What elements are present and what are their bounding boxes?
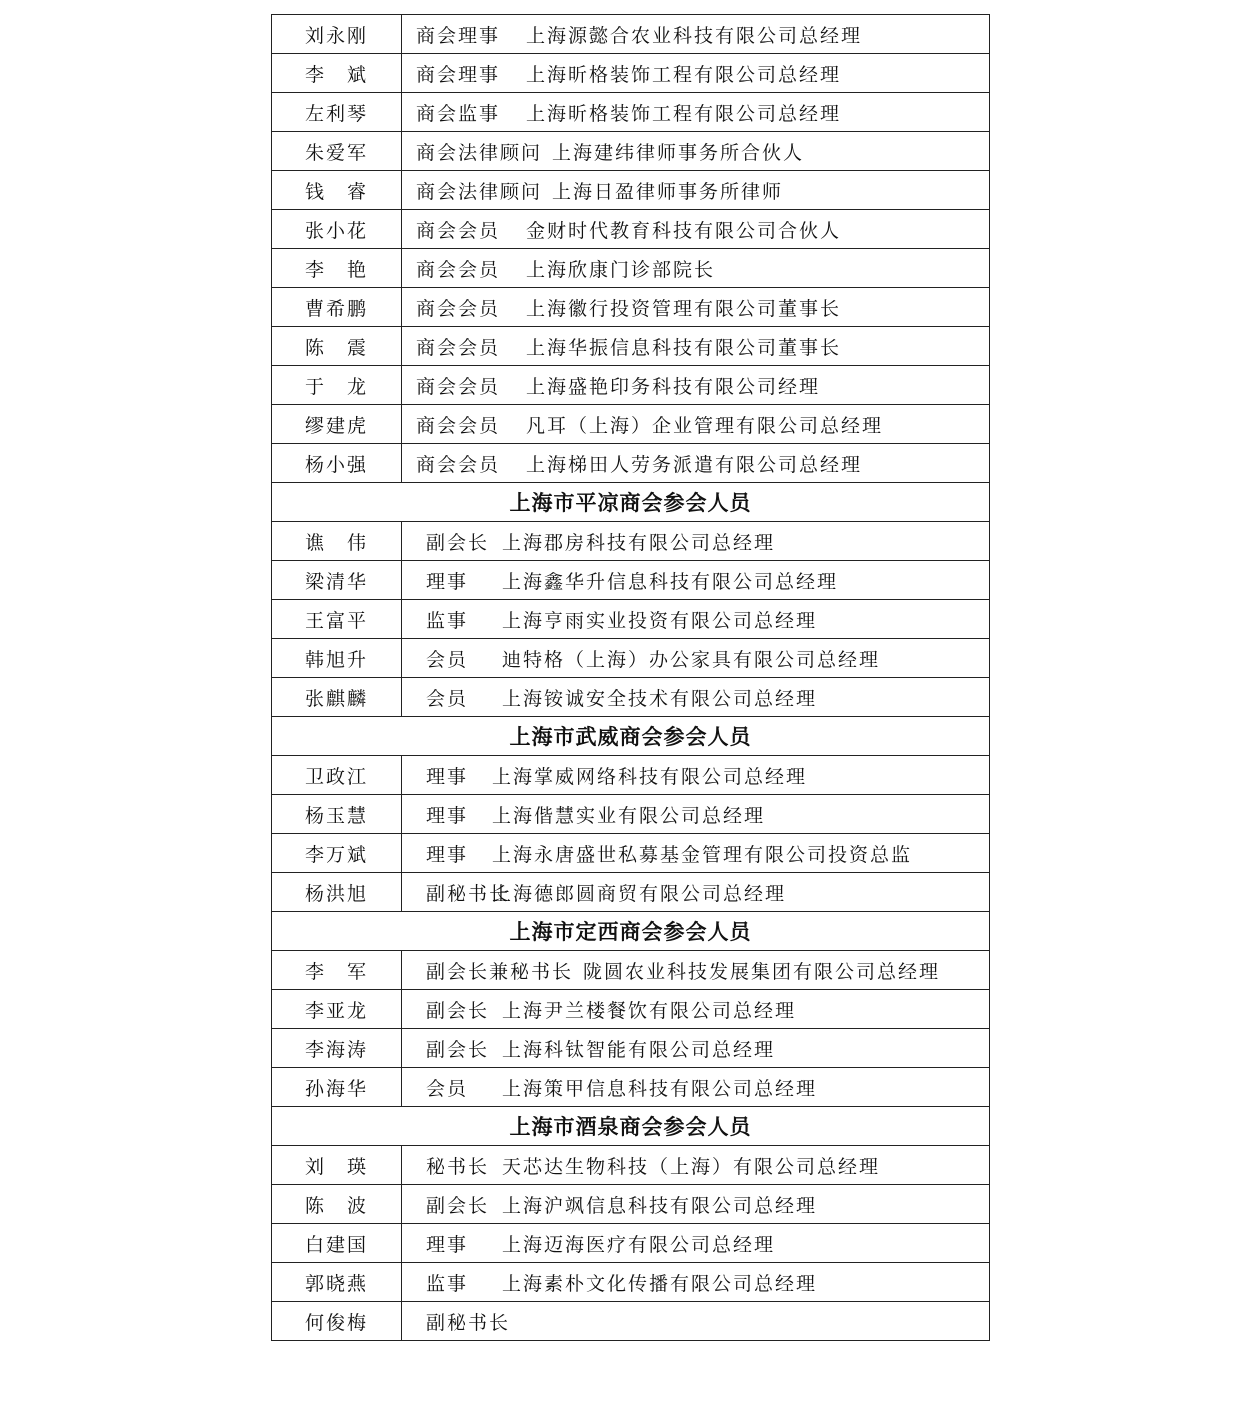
member-name: 陈 震 bbox=[272, 327, 402, 366]
member-organization: 上海沪飒信息科技有限公司总经理 bbox=[502, 1194, 818, 1217]
table-row bbox=[272, 756, 990, 795]
member-organization: 上海鑫华升信息科技有限公司总经理 bbox=[502, 570, 839, 593]
member-info-cell bbox=[402, 249, 990, 288]
member-organization: 上海铵诚安全技术有限公司总经理 bbox=[502, 687, 818, 710]
member-name: 李万斌 bbox=[272, 834, 402, 873]
section-header-row bbox=[272, 1107, 990, 1146]
member-info-cell bbox=[402, 171, 990, 210]
member-role: 商会监事 bbox=[416, 102, 501, 125]
member-role: 副会长 bbox=[426, 999, 490, 1022]
section-title: 上海市武威商会参会人员 bbox=[272, 717, 990, 756]
member-role: 理事 bbox=[426, 765, 469, 788]
member-organization: 上海昕格装饰工程有限公司总经理 bbox=[526, 63, 842, 86]
section-title: 上海市定西商会参会人员 bbox=[272, 912, 990, 951]
member-organization: 陇圆农业科技发展集团有限公司总经理 bbox=[583, 960, 941, 983]
member-info-cell bbox=[402, 990, 990, 1029]
table-row bbox=[272, 522, 990, 561]
section-header-row bbox=[272, 483, 990, 522]
member-organization: 上海亨雨实业投资有限公司总经理 bbox=[502, 609, 818, 632]
member-info-cell bbox=[402, 600, 990, 639]
member-info-cell bbox=[402, 54, 990, 93]
table-row bbox=[272, 1068, 990, 1107]
member-role: 商会会员 bbox=[416, 336, 501, 359]
table-row bbox=[272, 639, 990, 678]
member-role: 副秘书长 bbox=[426, 1311, 511, 1334]
member-name: 孙海华 bbox=[272, 1068, 402, 1107]
member-name: 李 艳 bbox=[272, 249, 402, 288]
member-organization: 金财时代教育科技有限公司合伙人 bbox=[526, 219, 842, 242]
member-name: 杨玉慧 bbox=[272, 795, 402, 834]
member-organization: 上海日盈律师事务所律师 bbox=[552, 180, 784, 203]
member-name: 李亚龙 bbox=[272, 990, 402, 1029]
member-organization: 上海尹兰楼餐饮有限公司总经理 bbox=[502, 999, 797, 1022]
member-role: 商会会员 bbox=[416, 219, 501, 242]
table-row bbox=[272, 249, 990, 288]
table-row bbox=[272, 1263, 990, 1302]
member-name: 张小花 bbox=[272, 210, 402, 249]
member-info-cell bbox=[402, 1068, 990, 1107]
member-organization: 上海科钛智能有限公司总经理 bbox=[502, 1038, 776, 1061]
member-name: 于 龙 bbox=[272, 366, 402, 405]
table-row bbox=[272, 834, 990, 873]
member-info-cell bbox=[402, 1029, 990, 1068]
member-name: 李 斌 bbox=[272, 54, 402, 93]
table-row bbox=[272, 1302, 990, 1341]
table-row bbox=[272, 405, 990, 444]
table-row bbox=[272, 1224, 990, 1263]
member-organization: 上海策甲信息科技有限公司总经理 bbox=[502, 1077, 818, 1100]
member-info-cell bbox=[402, 444, 990, 483]
member-role: 商会法律顾问 bbox=[416, 180, 543, 203]
member-info-cell bbox=[402, 756, 990, 795]
member-info-cell bbox=[402, 1224, 990, 1263]
member-info-cell bbox=[402, 873, 990, 912]
member-organization: 天芯达生物科技（上海）有限公司总经理 bbox=[502, 1155, 881, 1178]
member-info-cell bbox=[402, 327, 990, 366]
member-name: 左利琴 bbox=[272, 93, 402, 132]
member-name: 张麒麟 bbox=[272, 678, 402, 717]
member-role: 商会会员 bbox=[416, 453, 501, 476]
member-role: 理事 bbox=[426, 1233, 469, 1256]
table-row bbox=[272, 288, 990, 327]
member-info-cell bbox=[402, 678, 990, 717]
member-info-cell bbox=[402, 15, 990, 54]
member-role: 副会长兼秘书长 bbox=[426, 960, 574, 983]
table-row bbox=[272, 444, 990, 483]
member-name: 缪建虎 bbox=[272, 405, 402, 444]
member-organization: 凡耳（上海）企业管理有限公司总经理 bbox=[526, 414, 884, 437]
member-name: 谯 伟 bbox=[272, 522, 402, 561]
member-info-cell bbox=[402, 1263, 990, 1302]
member-role: 商会法律顾问 bbox=[416, 141, 543, 164]
member-info-cell bbox=[402, 210, 990, 249]
member-role: 商会理事 bbox=[416, 63, 501, 86]
table-row bbox=[272, 54, 990, 93]
member-role: 商会会员 bbox=[416, 414, 501, 437]
member-info-cell bbox=[402, 132, 990, 171]
table-row bbox=[272, 15, 990, 54]
member-name: 李 军 bbox=[272, 951, 402, 990]
member-info-cell bbox=[402, 1185, 990, 1224]
member-role: 监事 bbox=[426, 1272, 469, 1295]
member-name: 刘 瑛 bbox=[272, 1146, 402, 1185]
roster-body bbox=[272, 15, 990, 1341]
member-info-cell bbox=[402, 834, 990, 873]
member-role: 理事 bbox=[426, 570, 469, 593]
member-organization: 上海德郎圆商贸有限公司总经理 bbox=[492, 882, 787, 905]
member-name: 卫政江 bbox=[272, 756, 402, 795]
member-name: 陈 波 bbox=[272, 1185, 402, 1224]
section-header-row bbox=[272, 717, 990, 756]
member-info-cell bbox=[402, 288, 990, 327]
member-name: 李海涛 bbox=[272, 1029, 402, 1068]
member-name: 何俊梅 bbox=[272, 1302, 402, 1341]
table-row bbox=[272, 795, 990, 834]
member-info-cell bbox=[402, 1302, 990, 1341]
table-row bbox=[272, 678, 990, 717]
table-row bbox=[272, 93, 990, 132]
member-role: 副会长 bbox=[426, 1038, 490, 1061]
section-header-row bbox=[272, 912, 990, 951]
member-role: 副秘书长 bbox=[426, 882, 511, 905]
member-role: 副会长 bbox=[426, 1194, 490, 1217]
member-info-cell bbox=[402, 366, 990, 405]
member-name: 钱 睿 bbox=[272, 171, 402, 210]
member-role: 副会长 bbox=[426, 531, 490, 554]
attendee-roster-table bbox=[271, 14, 990, 1341]
member-role: 会员 bbox=[426, 1077, 469, 1100]
member-info-cell bbox=[402, 405, 990, 444]
member-role: 商会会员 bbox=[416, 258, 501, 281]
member-name: 杨洪旭 bbox=[272, 873, 402, 912]
member-organization: 上海永唐盛世私募基金管理有限公司投资总监 bbox=[492, 843, 913, 866]
table-row bbox=[272, 327, 990, 366]
member-organization: 上海建纬律师事务所合伙人 bbox=[552, 141, 805, 164]
table-row bbox=[272, 561, 990, 600]
member-organization: 上海昕格装饰工程有限公司总经理 bbox=[526, 102, 842, 125]
member-organization: 上海欣康门诊部院长 bbox=[526, 258, 716, 281]
member-name: 韩旭升 bbox=[272, 639, 402, 678]
member-name: 朱爱军 bbox=[272, 132, 402, 171]
table-row bbox=[272, 1185, 990, 1224]
table-row bbox=[272, 873, 990, 912]
member-name: 杨小强 bbox=[272, 444, 402, 483]
member-role: 理事 bbox=[426, 843, 469, 866]
member-organization: 上海盛艳印务科技有限公司经理 bbox=[526, 375, 821, 398]
table-row bbox=[272, 990, 990, 1029]
member-organization: 迪特格（上海）办公家具有限公司总经理 bbox=[502, 648, 881, 671]
member-organization: 上海郡房科技有限公司总经理 bbox=[502, 531, 776, 554]
table-row bbox=[272, 1146, 990, 1185]
member-organization: 上海素朴文化传播有限公司总经理 bbox=[502, 1272, 818, 1295]
member-name: 刘永刚 bbox=[272, 15, 402, 54]
member-role: 会员 bbox=[426, 687, 469, 710]
table-row bbox=[272, 600, 990, 639]
member-name: 郭晓燕 bbox=[272, 1263, 402, 1302]
member-organization: 上海华振信息科技有限公司董事长 bbox=[526, 336, 842, 359]
table-row bbox=[272, 1029, 990, 1068]
member-role: 秘书长 bbox=[426, 1155, 490, 1178]
member-role: 监事 bbox=[426, 609, 469, 632]
member-organization: 上海迈海医疗有限公司总经理 bbox=[502, 1233, 776, 1256]
member-name: 曹希鹏 bbox=[272, 288, 402, 327]
table-row bbox=[272, 132, 990, 171]
table-row bbox=[272, 951, 990, 990]
member-info-cell bbox=[402, 951, 990, 990]
member-role: 商会理事 bbox=[416, 24, 501, 47]
member-info-cell bbox=[402, 93, 990, 132]
member-organization: 上海源懿合农业科技有限公司总经理 bbox=[526, 24, 863, 47]
member-name: 梁清华 bbox=[272, 561, 402, 600]
table-row bbox=[272, 171, 990, 210]
member-info-cell bbox=[402, 1146, 990, 1185]
member-organization: 上海梯田人劳务派遣有限公司总经理 bbox=[526, 453, 863, 476]
member-organization: 上海偕慧实业有限公司总经理 bbox=[492, 804, 766, 827]
member-organization: 上海徽行投资管理有限公司董事长 bbox=[526, 297, 842, 320]
member-info-cell bbox=[402, 561, 990, 600]
member-role: 商会会员 bbox=[416, 297, 501, 320]
table-row bbox=[272, 210, 990, 249]
section-title: 上海市酒泉商会参会人员 bbox=[272, 1107, 990, 1146]
member-info-cell bbox=[402, 522, 990, 561]
member-info-cell bbox=[402, 795, 990, 834]
member-name: 王富平 bbox=[272, 600, 402, 639]
table-row bbox=[272, 366, 990, 405]
member-role: 商会会员 bbox=[416, 375, 501, 398]
section-title: 上海市平凉商会参会人员 bbox=[272, 483, 990, 522]
member-role: 会员 bbox=[426, 648, 469, 671]
member-organization: 上海掌威网络科技有限公司总经理 bbox=[492, 765, 808, 788]
member-info-cell bbox=[402, 639, 990, 678]
member-name: 白建国 bbox=[272, 1224, 402, 1263]
member-role: 理事 bbox=[426, 804, 469, 827]
